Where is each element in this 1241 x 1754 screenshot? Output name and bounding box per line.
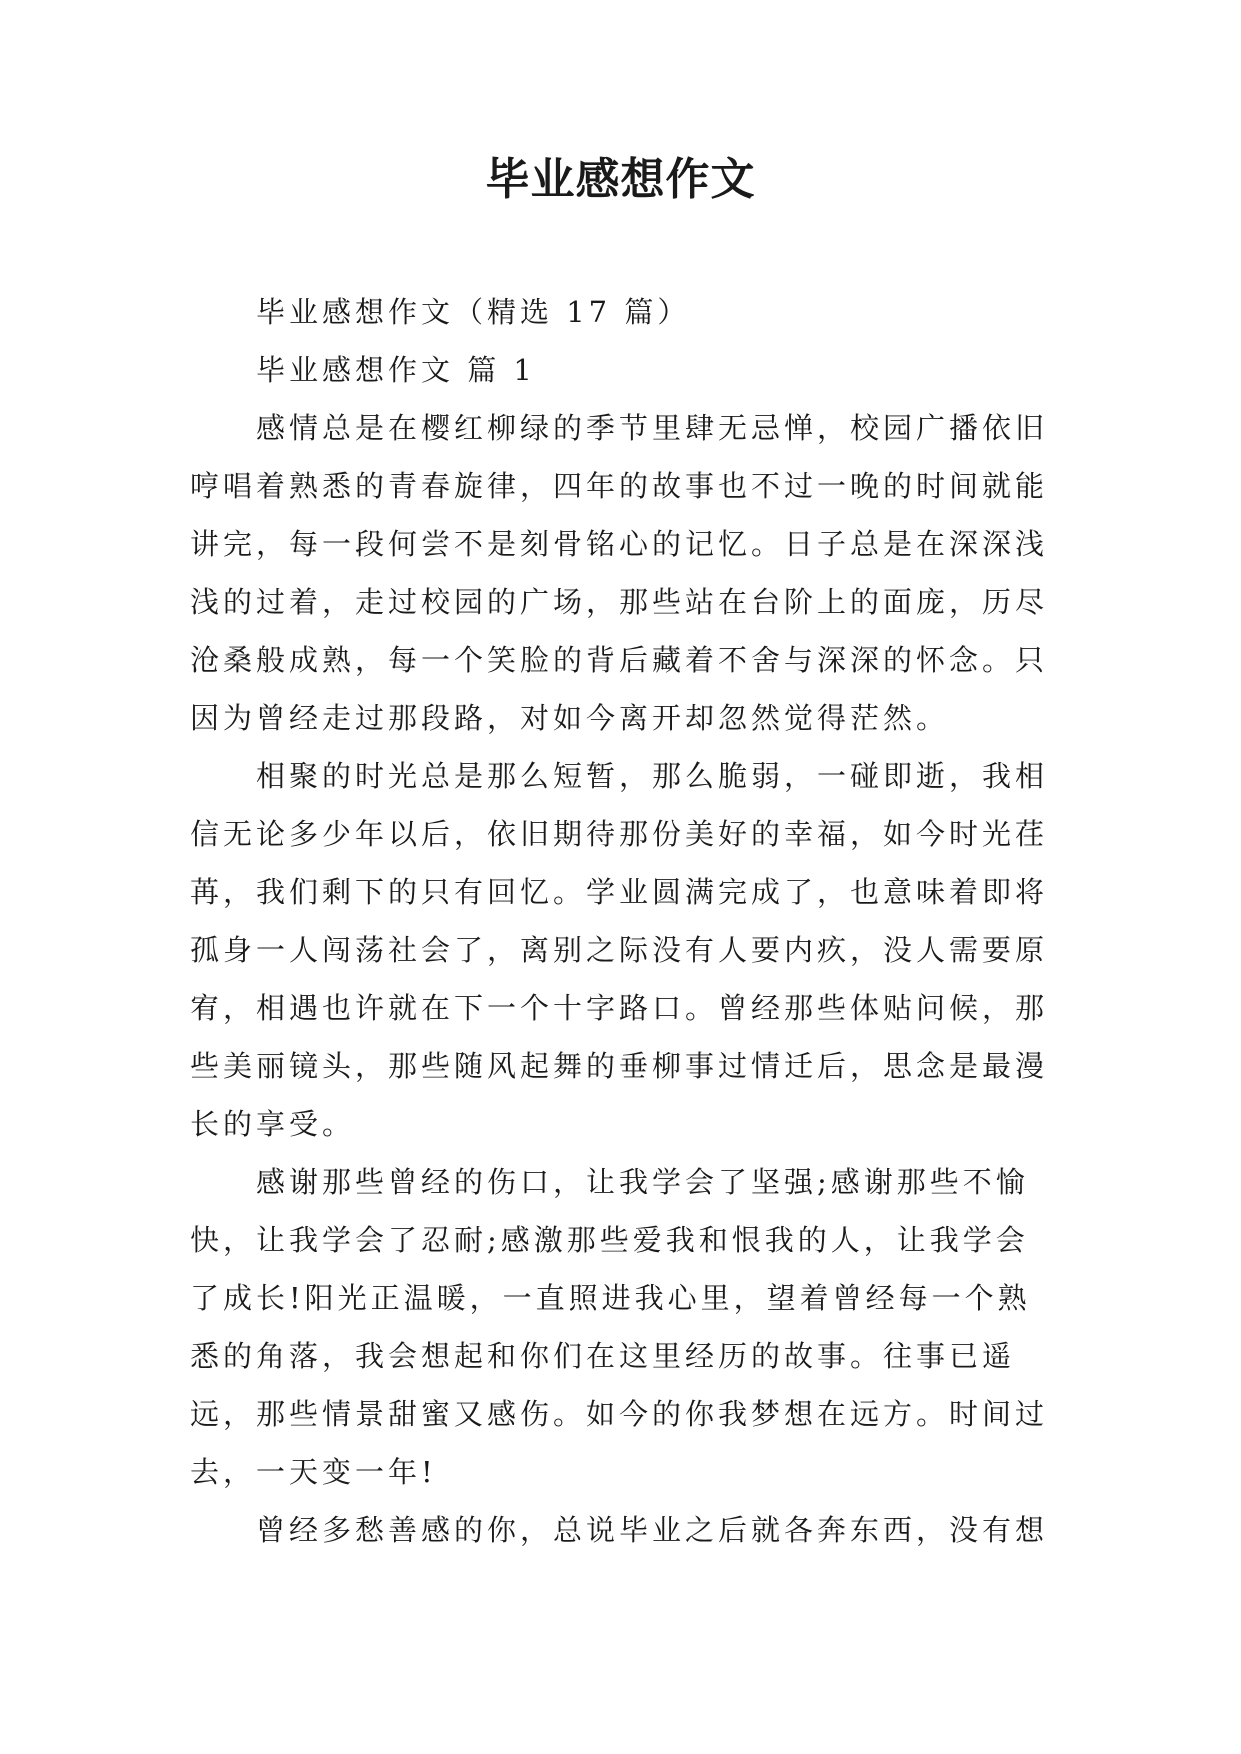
- document-body: [190, 283, 1055, 1559]
- paragraph: 相聚的时光总是那么短暂，那么脆弱，一碰即逝，我相信无论多少年以后，依旧期待那份美好的幸福，如今时光荏苒，我们剩下的只有回忆。学业圆满完成了，也意味着即将孤身一人闯荡社会了，离别之际没有人要内疚，没人需要原宥，相遇也许就在下一个十字路口。曾经那些体贴问候，那些美丽镜头，那些随风起舞的垂柳事过情迁后，思念是最漫长的享受。: [190, 759, 1049, 1141]
- paragraph: 感谢那些曾经的伤口，让我学会了坚强;感谢那些不愉快，让我学会了忍耐;感激那些爱我和恨我的人，让我学会了成长!阳光正温暖，一直照进我心里，望着曾经每一个熟悉的角落，我会想起和你们在这里经历的故事。往事已遥远，那些情景甜蜜又感伤。如今的你我梦想在远方。时间过去，一天变一年!: [190, 1165, 1049, 1489]
- paragraph: 感情总是在樱红柳绿的季节里肆无忌惮，校园广播依旧哼唱着熟悉的青春旋律，四年的故事也不过一晚的时间就能讲完，每一段何尝不是刻骨铭心的记忆。日子总是在深深浅浅的过着，走过校园的广场，那些站在台阶上的面庞，历尽沧桑般成熟，每一个笑脸的背后藏着不舍与深深的怀念。只因为曾经走过那段路，对如今离开却忽然觉得茫然。: [190, 411, 1049, 735]
- document-title: 毕业感想作文: [485, 154, 756, 205]
- paragraph: 曾经多愁善感的你，总说毕业之后就各奔东西，没有想: [256, 1513, 1049, 1547]
- section-heading: 毕业感想作文 篇 1: [256, 353, 536, 387]
- document-subtitle: 毕业感想作文（精选 17 篇）: [256, 295, 691, 329]
